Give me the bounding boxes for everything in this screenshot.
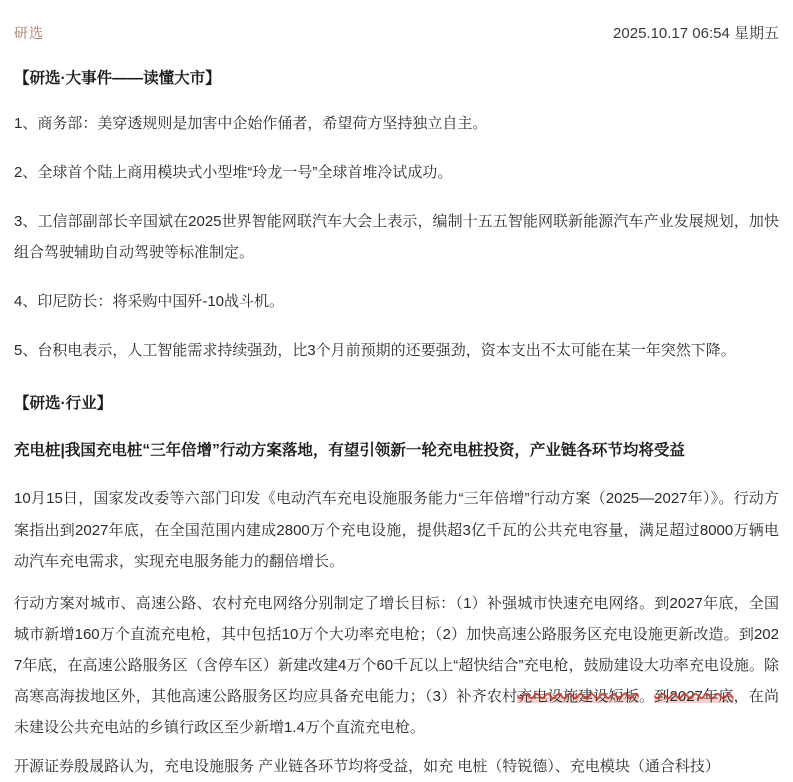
paragraph-text: 。: [639, 688, 654, 705]
industry-paragraph-1: 10月15日，国家发改委等六部门印发《电动汽车充电设施服务能力“三年倍增”行动方案（2025—2027年）》。行动方案指出到2027年底，在全国范围内建成2800万个充电设施，提供超3亿千瓦的公共充电容量，满足超过8000万辆电动汽车充电需求，实现充电服务能力的翻倍增长。: [14, 483, 779, 578]
news-item-3: 3、工信部副部长辛国斌在2025世界智能网联汽车大会上表示，编制十五五智能网联新能源汽车产业发展规划，加快组合驾驶辅助自动驾驶等标准制定。: [14, 206, 779, 268]
news-item-4: 4、印尼防长：将采购中国歼-10战斗机。: [14, 286, 779, 317]
top-bar: [14, 22, 779, 43]
red-annotated-text: 到2027年底: [654, 688, 733, 705]
red-annotated-text: 充电设施建设短板: [517, 688, 639, 705]
paragraph-text: 行动方案对城市、高速公路、农村充电网络分别制定了增长目标：（1）补强城市快速充电网络。到2027年底，全国城市新增160万个直流充电枪，其中包括10万个大功率充电枪；（2）加快高速公路服务区充电设施更新改造。到2027年底，在高速公路服务区（含停车区）新建改建4万个60千瓦以上“超快结合”充电枪，鼓励建设大功率充电设施。除高寒高海拔地区外，其他高速公路服务区均应具备充电能力；（3）补齐农村: [14, 595, 779, 705]
industry-paragraph-3: 开源证券殷晟路认为，充电设施服务 产业链各环节均将受益，如充 电桩（特锐德）、充电模块（通合科技）: [14, 751, 779, 782]
news-item-5: 5、台积电表示，人工智能需求持续强劲，比3个月前预期的还要强劲，资本支出不太可能在某一年突然下降。: [14, 335, 779, 366]
brand-label: 研选: [14, 23, 44, 43]
events-section-title: 【研选·大事件——读懂大市】: [14, 68, 779, 90]
industry-section-title: 【研选·行业】: [14, 393, 779, 415]
paragraph-text: ，在尚未建设公共充电站的乡镇行政区至少新增1.4万个直流充电枪。: [14, 688, 779, 736]
datetime-label: 2025.10.17 06:54 星期五: [613, 22, 779, 43]
news-item-2: 2、全球首个陆上商用模块式小型堆“玲龙一号”全球首堆冷试成功。: [14, 157, 779, 188]
industry-paragraph-2: [14, 588, 779, 743]
industry-headline: 充电桩|我国充电桩“三年倍增”行动方案落地，有望引领新一轮充电桩投资，产业链各环节均将受益: [14, 439, 779, 463]
news-item-1: 1、商务部：美穿透规则是加害中企始作俑者，希望荷方坚持独立自主。: [14, 108, 779, 139]
